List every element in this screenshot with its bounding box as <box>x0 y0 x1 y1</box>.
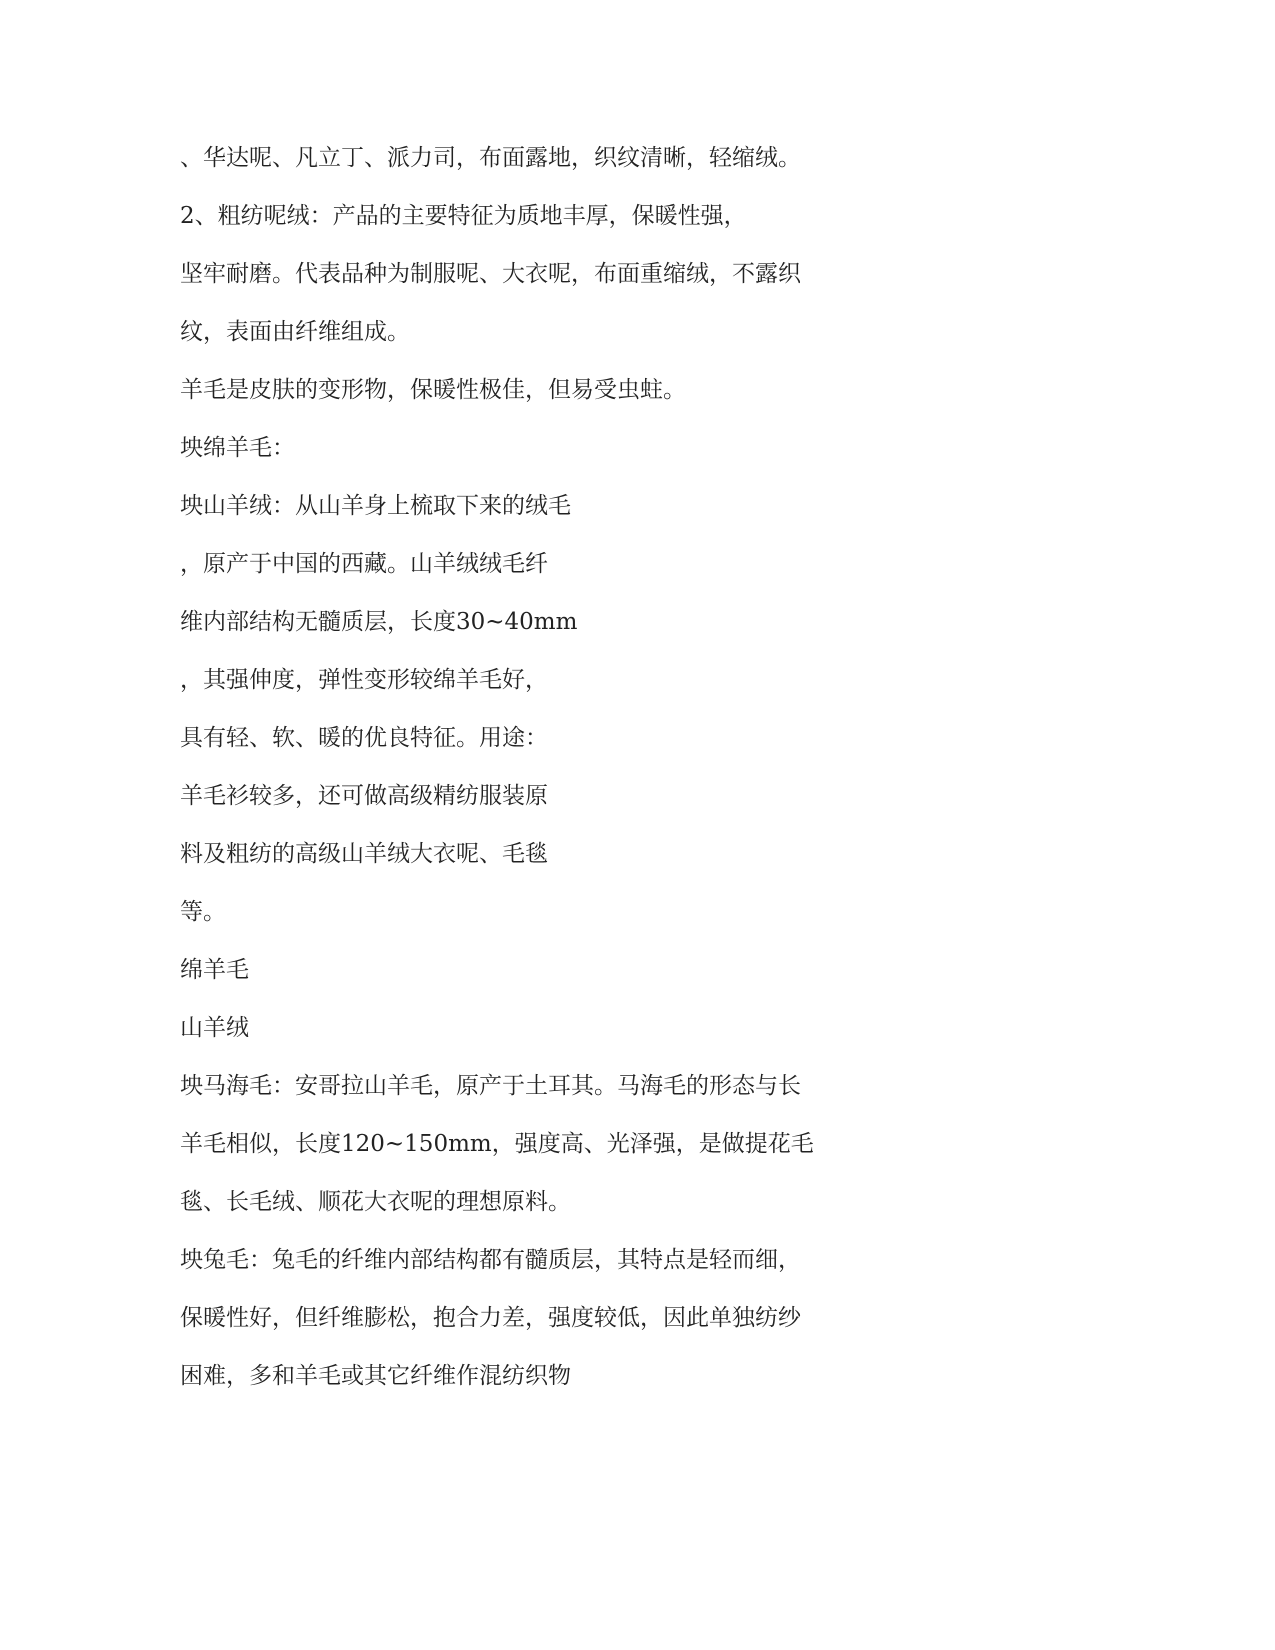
text-line: 维内部结构无髓质层，长度30~40mm <box>180 609 578 635</box>
text-line: 料及粗纺的高级山羊绒大衣呢、毛毯 <box>180 841 548 867</box>
text-line: 坱兔毛：兔毛的纤维内部结构都有髓质层，其特点是轻而细， <box>180 1247 801 1273</box>
text-line: 困难，多和羊毛或其它纤维作混纺织物 <box>180 1363 571 1389</box>
text-line: ，原产于中国的西藏。山羊绒绒毛纤 <box>180 551 548 577</box>
text-line: 坚牢耐磨。代表品种为制服呢、大衣呢，布面重缩绒，不露织 <box>180 261 801 287</box>
text-line: 坱绵羊毛： <box>180 435 295 461</box>
text-line: 2、粗纺呢绒：产品的主要特征为质地丰厚，保暖性强， <box>180 203 747 229</box>
text-line: 羊毛相似，长度120~150mm，强度高、光泽强，是做提花毛 <box>180 1131 814 1157</box>
text-line: 坱马海毛：安哥拉山羊毛，原产于土耳其。马海毛的形态与长 <box>180 1073 801 1099</box>
text-line: 纹，表面由纤维组成。 <box>180 319 410 345</box>
text-line: 坱山羊绒：从山羊身上梳取下来的绒毛 <box>180 493 571 519</box>
text-line: 山羊绒 <box>180 1015 249 1041</box>
text-line: 羊毛是皮肤的变形物，保暖性极佳，但易受虫蛀。 <box>180 377 686 403</box>
text-line: 、华达呢、凡立丁、派力司，布面露地，织纹清晰，轻缩绒。 <box>180 145 801 171</box>
text-line: 保暖性好，但纤维膨松，抱合力差，强度较低，因此单独纺纱 <box>180 1305 801 1331</box>
text-line: 羊毛衫较多，还可做高级精纺服装原 <box>180 783 548 809</box>
text-line: 毯、长毛绒、顺花大衣呢的理想原料。 <box>180 1189 571 1215</box>
text-line: 绵羊毛 <box>180 957 249 983</box>
text-line: 具有轻、软、暖的优良特征。用途： <box>180 725 548 751</box>
text-line: ，其强伸度，弹性变形较绵羊毛好， <box>180 667 548 693</box>
text-line: 等。 <box>180 899 226 925</box>
